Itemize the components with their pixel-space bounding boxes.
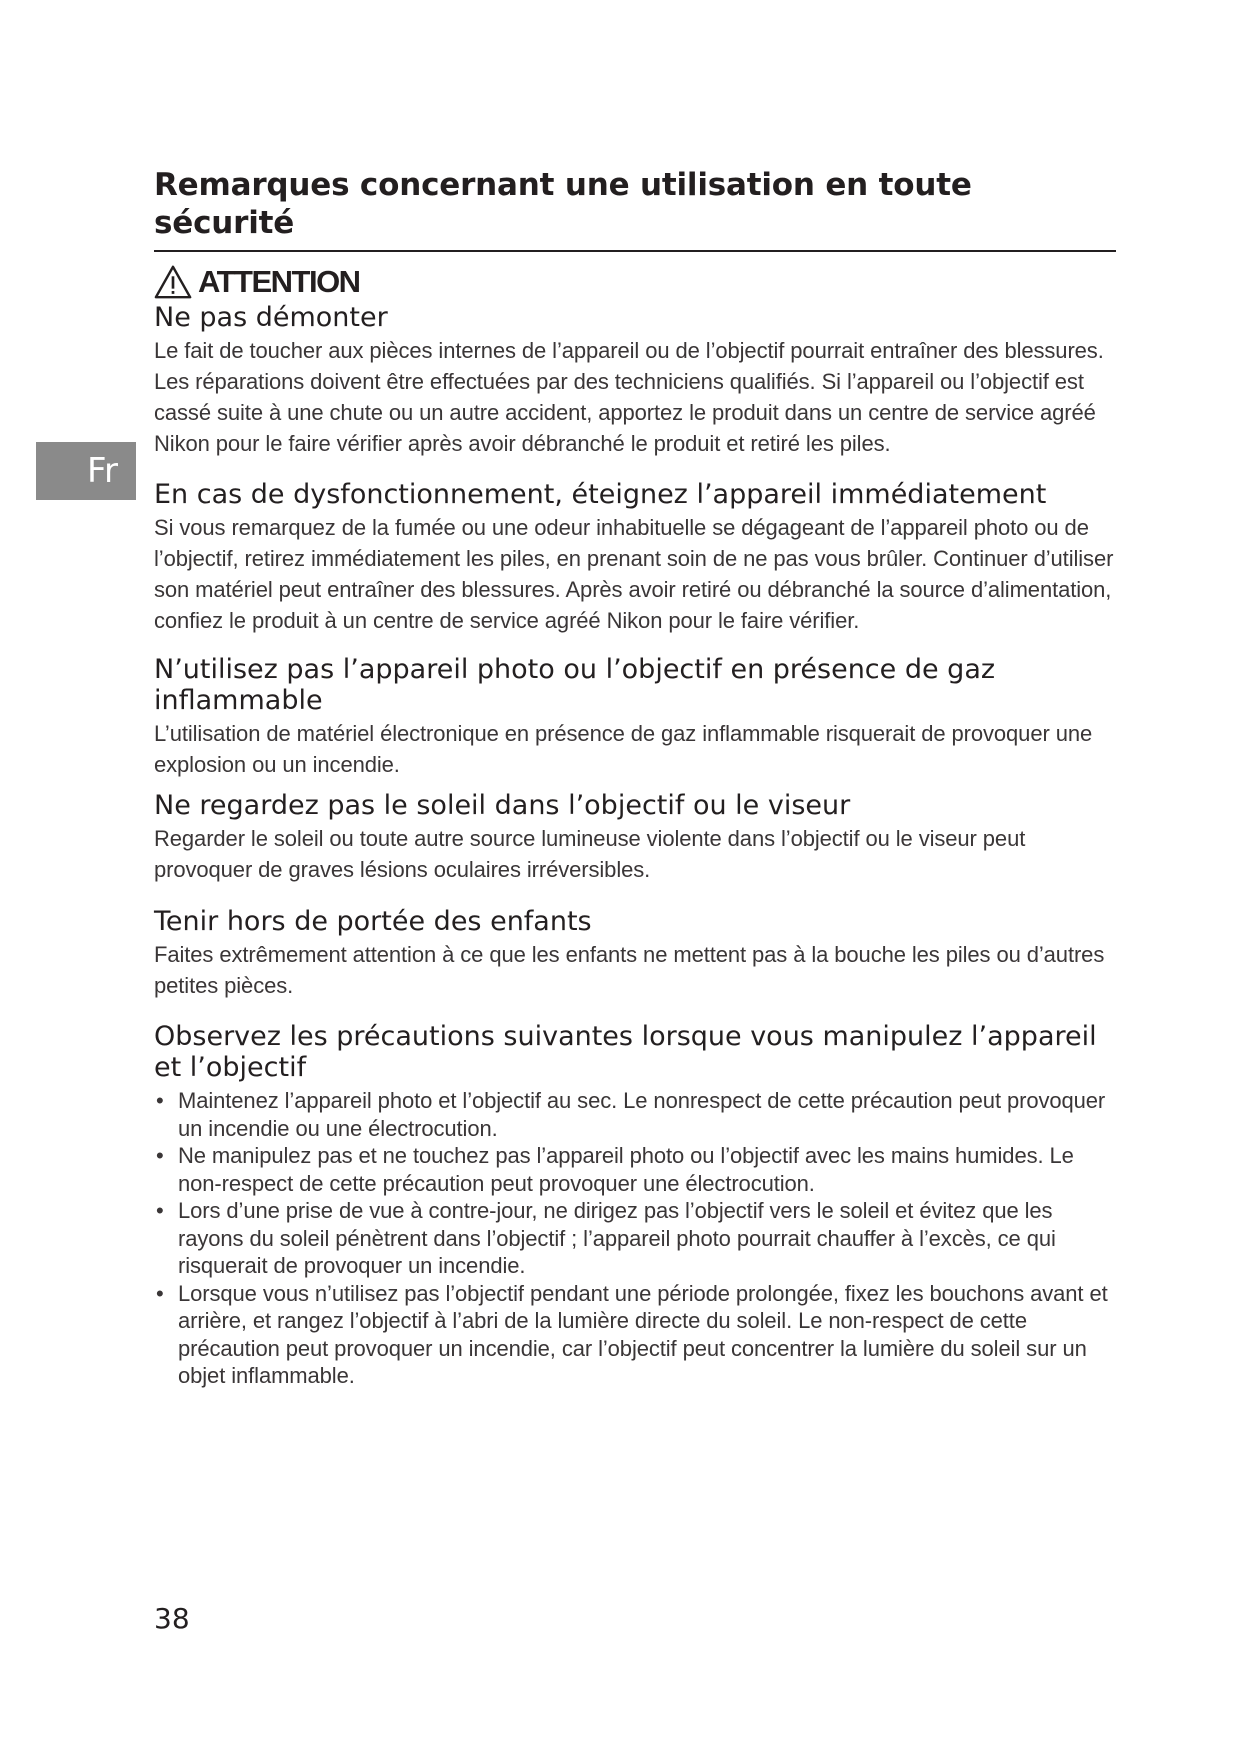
list-item [154, 1142, 1116, 1197]
page-number: 38 [154, 1602, 190, 1635]
list-item [154, 1280, 1116, 1390]
list-item-text: Lors d’une prise de vue à contre-jour, ne dirigez pas l’objectif vers le soleil et évitez que les rayons du soleil pénètrent dans l’objectif ; l’appareil photo pourrait chauffer à l’excès, ce qui risquerait de provoquer un incendie. [178, 1198, 1056, 1278]
section-body: L’utilisation de matériel électronique en présence de gaz inflammable risquerait de provoquer une explosion ou un incendie. [154, 721, 1093, 777]
bullet-icon: • [156, 1280, 164, 1306]
list-item [154, 1087, 1116, 1142]
section-ne-pas-demonter [154, 302, 1116, 459]
language-tab-label: Fr [86, 451, 118, 491]
attention-header [154, 262, 1116, 302]
page-content [154, 166, 1116, 1390]
bullet-icon: • [156, 1088, 164, 1113]
page-title: Remarques concernant une utilisation en toute sécurité [154, 166, 1116, 252]
section-heading: Ne pas démonter [154, 302, 388, 333]
section-gaz-inflammable [154, 654, 1116, 780]
section-enfants [154, 906, 1116, 1001]
language-tab [36, 442, 136, 500]
list-item-text: Ne manipulez pas et ne touchez pas l’appareil photo ou l’objectif avec les mains humides. Le non-respect de cette précaution peut provoquer une électrocution. [178, 1143, 1074, 1196]
list-item [154, 1197, 1116, 1280]
section-body: Regarder le soleil ou toute autre source lumineuse violente dans l’objectif ou le viseur peut provoquer de graves lésions oculaires irréversibles. [154, 826, 1026, 882]
list-item-text: Maintenez l’appareil photo et l’objectif au sec. Le nonrespect de cette précaution peut provoquer un incendie ou une électrocution. [178, 1088, 1106, 1141]
bullet-icon: • [156, 1198, 164, 1223]
section-precautions [154, 1021, 1116, 1390]
section-soleil-viseur [154, 790, 1116, 885]
section-body: Le fait de toucher aux pièces internes de l’appareil ou de l’objectif pourrait entraîner des blessures. Les réparations doivent être effectuées par des techniciens qualifiés. Si l’appareil ou l’objectif est cassé suite à une chute ou un autre accident, apportez le produit dans un centre de service agréé Nikon pour le faire vérifier après avoir débranché le produit et retiré les piles. [154, 338, 1104, 456]
precautions-list [154, 1087, 1116, 1390]
list-item-text: Lorsque vous n’utilisez pas l’objectif pendant une période prolongée, fixez les bouchons avant et arrière, et rangez l’objectif à l’abri de la lumière directe du soleil. Le non-respect de cette précaution peut provoquer un incendie, car l’objectif peut concentrer la lumière du soleil sur un objet inflammable. [178, 1280, 1108, 1388]
section-body: Faites extrêmement attention à ce que les enfants ne mettent pas à la bouche les piles ou d’autres petites pièces. [154, 942, 1105, 998]
section-heading: Ne regardez pas le soleil dans l’objectif ou le viseur [154, 790, 851, 821]
section-heading: En cas de dysfonctionnement, éteignez l’appareil immédiatement [154, 479, 1047, 510]
section-heading: Tenir hors de portée des enfants [154, 906, 592, 937]
section-body: Si vous remarquez de la fumée ou une odeur inhabituelle se dégageant de l’appareil photo ou de l’objectif, retirez immédiatement les piles, en prenant soin de ne pas vous brûler. Continuer d’utiliser son matériel peut entraîner des blessures. Après avoir retiré ou débranché la source d’alimentation, confiez le produit à un centre de service agréé Nikon pour le faire vérifier. [154, 515, 1114, 633]
bullet-icon: • [156, 1143, 164, 1168]
warning-triangle-icon [154, 264, 192, 300]
section-heading: N’utilisez pas l’appareil photo ou l’objectif en présence de gaz inflammable [154, 654, 996, 716]
section-heading: Observez les précautions suivantes lorsque vous manipulez l’appareil et l’objectif [154, 1021, 1097, 1083]
section-dysfonctionnement [154, 479, 1116, 636]
attention-label: ATTENTION [198, 264, 360, 299]
